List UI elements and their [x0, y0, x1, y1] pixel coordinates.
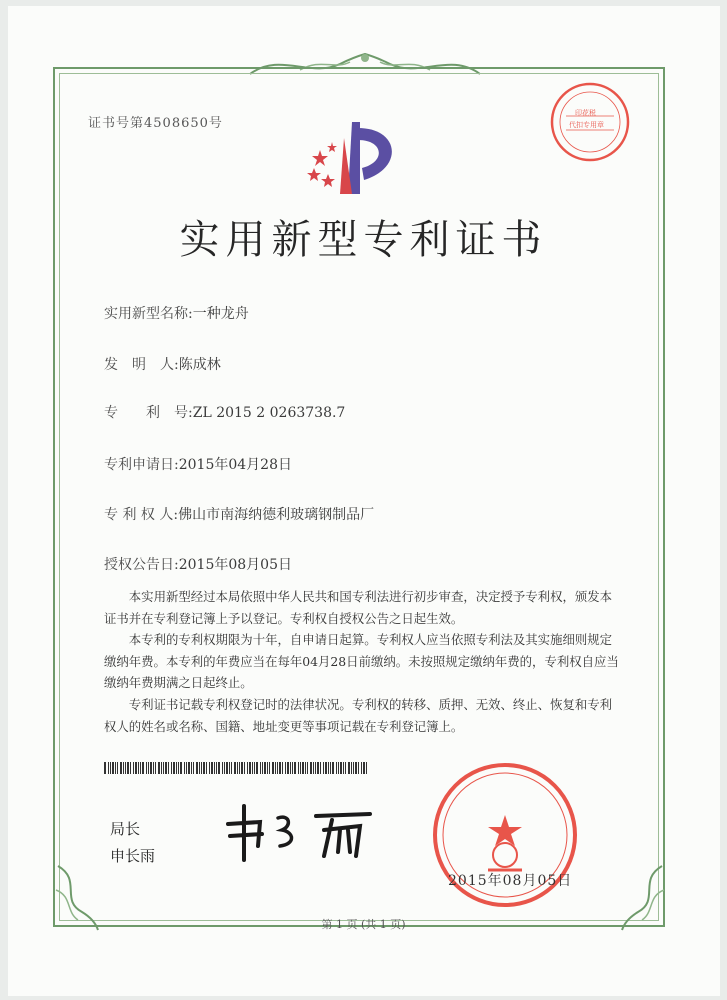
field-inventor: [104, 354, 221, 374]
barcode-icon: [104, 762, 368, 774]
field-utility-model-name: [104, 303, 249, 323]
seal-date: 2015年08月05日: [448, 873, 573, 889]
body-paragraph: 本实用新型经过本局依照中华人民共和国专利法进行初步审查，决定授予专利权，颁发本证书并在专利登记簿上予以登记。专利权自授权公告之日起生效。: [104, 589, 613, 626]
field-value: 一种龙舟: [192, 306, 249, 322]
field-label: 专 利 权 人:: [104, 507, 179, 523]
field-patentee: [104, 504, 374, 524]
field-patent-number: [104, 402, 345, 422]
field-label: 授权公告日:: [104, 557, 179, 573]
field-value: ZL 2015 2 0263738.7: [192, 405, 346, 421]
signature-icon: [220, 796, 390, 866]
field-grant-date: [104, 554, 292, 574]
tax-stamp-line3: 代扣专用章: [569, 121, 604, 129]
field-application-date: [104, 454, 292, 474]
certificate-body: [104, 586, 624, 737]
body-paragraph: 本专利的专利权期限为十年，自申请日起算。专利权人应当依照专利法及其实施细则规定缴纳年费。本专利的年费应当在每年04月28日前缴纳。未按照规定缴纳年费的，专利权自应当缴纳年费期满之日起终止。: [104, 632, 619, 691]
sipo-logo-icon: [300, 118, 410, 198]
field-label: 实用新型名称:: [104, 306, 193, 322]
page-footer: 第 1 页 (共 1 页): [321, 918, 406, 931]
field-label: 专利申请日:: [104, 457, 179, 473]
field-label: 发 明 人:: [104, 357, 179, 373]
director-name: 申长雨: [110, 847, 156, 865]
certificate-number: 证书号第4508650号: [88, 116, 223, 131]
tax-stamp-line2: 印花税: [575, 109, 596, 117]
field-value: 2015年04月28日: [178, 457, 292, 473]
page-title: 实用新型专利证书: [179, 217, 548, 263]
field-value: 佛山市南海纳德利玻璃钢制品厂: [178, 507, 375, 523]
field-value: 2015年08月05日: [178, 557, 292, 573]
director-title: 局长: [110, 820, 141, 838]
field-value: 陈成林: [178, 357, 221, 373]
body-paragraph: 专利证书记载专利权登记时的法律状况。专利权的转移、质押、无效、终止、恢复和专利权人的姓名或名称、国籍、地址变更等事项记载在专利登记簿上。: [104, 696, 613, 734]
field-label: 专 利 号:: [104, 405, 193, 421]
